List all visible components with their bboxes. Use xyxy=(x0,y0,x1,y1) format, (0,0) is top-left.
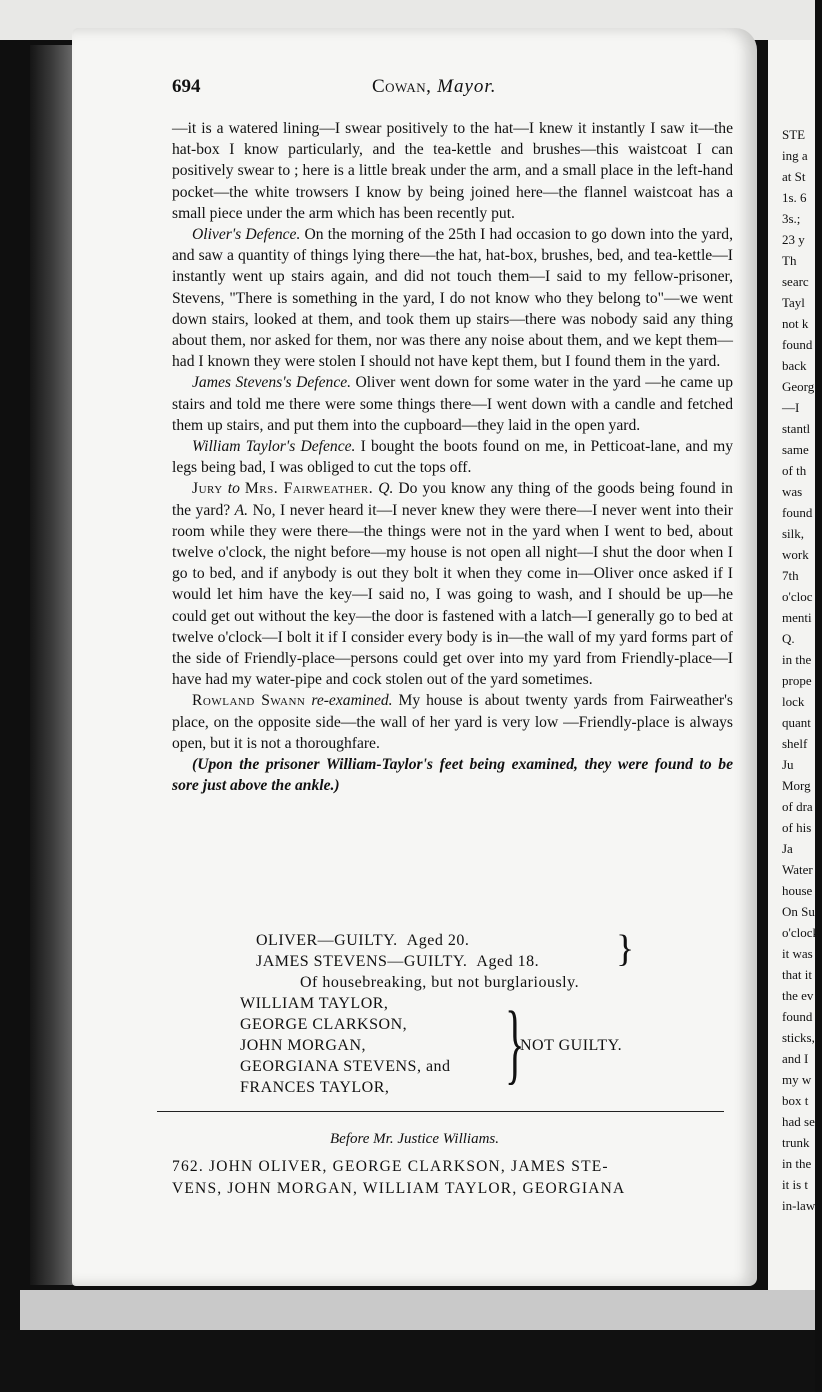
verdict-oliver: OLIVER—GUILTY. Aged 20. xyxy=(256,932,470,949)
facing-page-fragment: and I xyxy=(782,1051,809,1066)
facing-page-fragment: 23 y xyxy=(782,232,805,247)
verdict-housebreaking: Of housebreaking, but not burglariously. xyxy=(300,974,580,991)
facing-page-fragment: Ju xyxy=(782,757,794,772)
facing-page-fragment: of dra xyxy=(782,799,813,814)
acquitted-name: GEORGIANA STEVENS, and xyxy=(240,1058,451,1075)
facing-page-fragment: it is t xyxy=(782,1177,809,1192)
verdict-stevens: JAMES STEVENS—GUILTY. Aged 18. xyxy=(256,953,540,970)
facing-page-fragment: had se xyxy=(782,1114,815,1129)
taylor-defence: William Taylor's Defence. I bought the boots found on me, in Petticoat-lane, and my legs being bad, I was obliged to cut the tops off. xyxy=(172,438,733,477)
running-title: Cowan, Mayor. xyxy=(372,76,497,97)
facing-page-fragment: searc xyxy=(782,274,809,289)
facing-page-fragment: menti xyxy=(782,610,812,625)
facing-page-fragment: lock xyxy=(782,694,805,709)
before-judge: Before Mr. Justice Williams. xyxy=(330,1131,499,1147)
facing-page-fragment: Ja xyxy=(782,841,793,856)
facing-page-fragment: On Su xyxy=(782,904,815,919)
not-guilty: NOT GUILTY. xyxy=(520,1037,623,1054)
facing-page-fragment: 7th xyxy=(782,568,799,583)
facing-page-fragment: in the xyxy=(782,1156,812,1171)
paragraph: —it is a watered lining—I swear positively to the hat—I knew it instantly I saw it—the hat-box I know particularly, and the tea-kettle and brushes—this waistcoat I can positively swear to ; here is a little break under the arm, and a small place in the left-hand pocket—the white trowsers I know by being joined here—the flannel waistcoat has a small piece under the arm which has been recently put. xyxy=(172,120,733,222)
facing-page-fragment: silk, xyxy=(782,526,805,541)
acquitted-name: FRANCES TAYLOR, xyxy=(240,1079,390,1096)
facing-page-fragment: the ev xyxy=(782,988,814,1003)
facing-page-fragment: found xyxy=(782,505,813,520)
acquitted-name: WILLIAM TAYLOR, xyxy=(240,995,389,1012)
case-heading xyxy=(172,1156,726,1200)
facing-page-fragment: box t xyxy=(782,1093,809,1108)
facing-page-fragment: stantl xyxy=(782,421,811,436)
facing-page-fragment: trunk xyxy=(782,1135,810,1150)
facing-page-fragment: back xyxy=(782,358,807,373)
acquitted-brace: } xyxy=(505,994,525,1093)
scan-bottom-margin xyxy=(0,1330,815,1392)
section-rule xyxy=(157,1111,724,1112)
facing-page-fragment: Th xyxy=(782,253,797,268)
facing-page-fragment: in-law xyxy=(782,1198,816,1213)
facing-page-fragment: of th xyxy=(782,463,807,478)
facing-page-fragment: not k xyxy=(782,316,809,331)
feet-note: (Upon the prisoner William-Taylor's feet being examined, they were found to be sore just above the ankle.) xyxy=(172,756,733,795)
facing-page-fragment: found xyxy=(782,1009,813,1024)
facing-page-fragment: STE xyxy=(782,127,806,142)
oliver-defence: Oliver's Defence. On the morning of the 25th I had occasion to go down into the yard, and saw a quantity of things lying there—the hat, hat-box, brushes, bed, and tea-kettle—I instantly went up stairs again, and did not touch them—I said to my fellow-prisoner, Stevens, "There is something in the yard, I do not know who they belong to"—we went down stairs, looked at them, and took them up stairs—there was nobody said any thing about them, nor asked for them, nor was there any noise about them, and we kept them—had I known they were stolen I should not have kept them, but I found them in the yard. xyxy=(172,226,733,371)
facing-page-fragment: Water xyxy=(782,862,813,877)
page-number: 694 xyxy=(172,76,201,97)
facing-page-fragment: found xyxy=(782,337,813,352)
facing-page-fragment: Q. xyxy=(782,631,795,646)
facing-page-fragment: o'cloc xyxy=(782,589,813,604)
facing-page-fragment: it was xyxy=(782,946,813,961)
facing-page-fragment: work xyxy=(782,547,809,562)
facing-page-fragment: quant xyxy=(782,715,811,730)
facing-page-fragment: —I xyxy=(782,400,800,415)
swann-reexamined: Rowland Swann re-examined. My house is about twenty yards from Fairweather's place, on the opposite side—the wall of her yard is very low —Friendly-place is always open, but it is not a thoroughfare. xyxy=(172,692,734,752)
acquitted-name: JOHN MORGAN, xyxy=(240,1037,367,1054)
facing-page-fragment: prope xyxy=(782,673,812,688)
facing-page-fragment: my w xyxy=(782,1072,812,1087)
facing-page-fragment: 1s. 6 xyxy=(782,190,807,205)
page-body xyxy=(172,118,733,797)
facing-page-text xyxy=(782,124,822,1216)
facing-page-fragment: at St xyxy=(782,169,806,184)
facing-page-fragment: house xyxy=(782,883,813,898)
jury-question: Jury to Mrs. Fairweather. Q. Do you know any thing of the goods being found in the yard? A. No, I never heard it—I never knew they were there—I never went into their room while they were there—the things were not in the yard when I went to bed, about twelve o'clock, the night before—my house is not open all night—I shut the door when I go to bed, and if anybody is out they bolt it when they come in—Oliver once asked if I would let him have the key—I said no, I was going to wash, and I should be up—he could get out without the key—the door is fastened with a latch—I generally go to bed at twelve o'clock—I bolt it if I consider every body is in—the wall of my yard forms part of the side of Friendly-place—persons could get over into my yard from Friendly-place—I have had my water-pipe and cock stolen out of the yard sometimes. xyxy=(172,480,733,689)
case-line: 762. JOHN OLIVER, GEORGE CLARKSON, JAMES STE- xyxy=(172,1158,609,1175)
facing-page-fragment: in the xyxy=(782,652,812,667)
facing-page-fragment: o'clock xyxy=(782,925,819,940)
verdict-brace: } xyxy=(616,928,635,970)
facing-page-fragment: of his xyxy=(782,820,812,835)
facing-page-fragment: Morg xyxy=(782,778,811,793)
facing-page-fragment: same xyxy=(782,442,809,457)
stevens-defence: James Stevens's Defence. Oliver went down for some water in the yard —he came up stairs and told me there were some things there—I went down with a candle and fetched them up stairs, and put them into the cupboard—they laid in the open yard. xyxy=(172,374,733,434)
acquitted-name: GEORGE CLARKSON, xyxy=(240,1016,408,1033)
book-edge xyxy=(20,1290,815,1330)
facing-page-fragment: Tayl xyxy=(782,295,805,310)
facing-page-fragment: that it xyxy=(782,967,812,982)
facing-page-fragment: ing a xyxy=(782,148,808,163)
case-line: VENS, JOHN MORGAN, WILLIAM TAYLOR, GEORGIANA xyxy=(172,1180,626,1197)
page-header xyxy=(172,76,732,102)
facing-page-fragment: Georg xyxy=(782,379,815,394)
facing-page-fragment: sticks, xyxy=(782,1030,815,1045)
facing-page-fragment: was xyxy=(782,484,803,499)
facing-page-fragment: 3s.; xyxy=(782,211,801,226)
facing-page-fragment: shelf xyxy=(782,736,808,751)
